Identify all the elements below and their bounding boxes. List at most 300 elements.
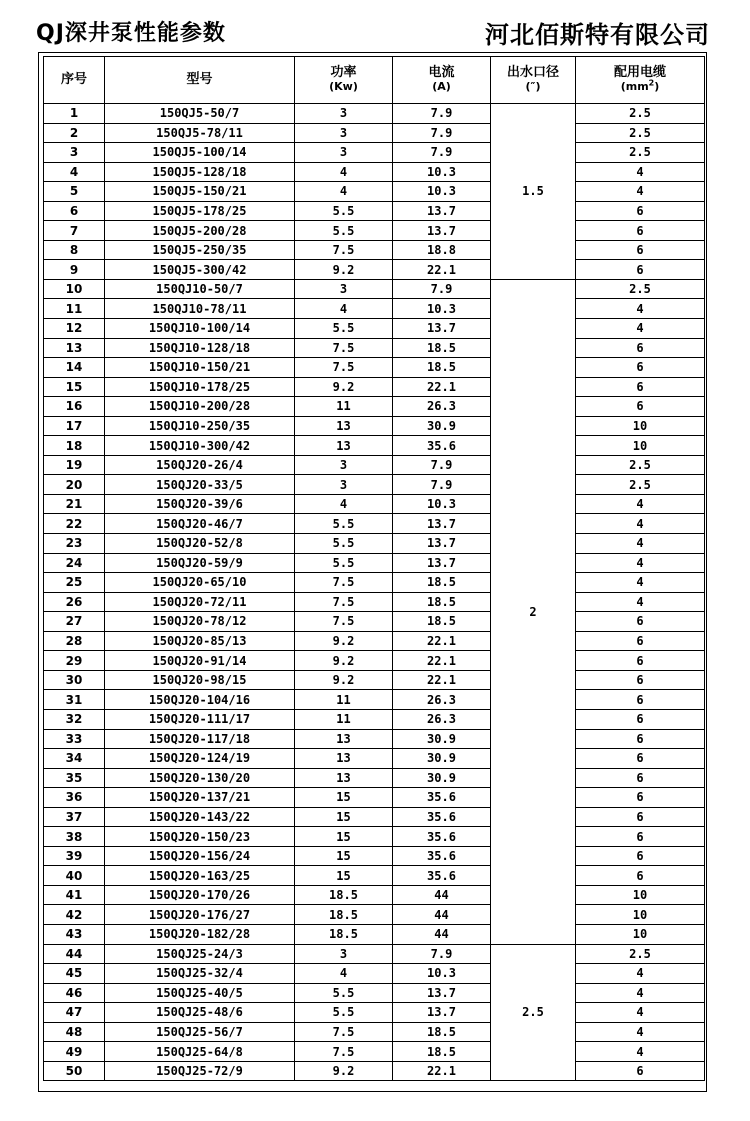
cell-power: 7.5 xyxy=(295,358,393,378)
cell-model: 150QJ20-59/9 xyxy=(105,553,295,573)
cell-current: 22.1 xyxy=(393,651,491,671)
cell-cable: 6 xyxy=(576,768,705,788)
cell-power: 13 xyxy=(295,768,393,788)
cell-cable: 6 xyxy=(576,612,705,632)
table-row xyxy=(44,475,705,495)
cell-current: 44 xyxy=(393,885,491,905)
cell-model: 150QJ5-128/18 xyxy=(105,162,295,182)
cell-current: 44 xyxy=(393,905,491,925)
cell-cable: 4 xyxy=(576,553,705,573)
table-row xyxy=(44,924,705,944)
table-row xyxy=(44,631,705,651)
table-row xyxy=(44,201,705,221)
cell-model: 150QJ25-32/4 xyxy=(105,964,295,984)
cell-model: 150QJ25-72/9 xyxy=(105,1061,295,1081)
cell-power: 7.5 xyxy=(295,1042,393,1062)
cell-cable: 6 xyxy=(576,1061,705,1081)
table-row xyxy=(44,553,705,573)
cell-index: 45 xyxy=(44,964,105,984)
table-row xyxy=(44,436,705,456)
cell-current: 26.3 xyxy=(393,690,491,710)
cell-index: 5 xyxy=(44,182,105,202)
cell-model: 150QJ25-64/8 xyxy=(105,1042,295,1062)
cell-power: 3 xyxy=(295,944,393,964)
cell-power: 3 xyxy=(295,123,393,143)
table-row xyxy=(44,1003,705,1023)
cell-index: 31 xyxy=(44,690,105,710)
cell-index: 27 xyxy=(44,612,105,632)
cell-current: 13.7 xyxy=(393,201,491,221)
table-row xyxy=(44,944,705,964)
cell-model: 150QJ10-78/11 xyxy=(105,299,295,319)
cell-model: 150QJ10-200/28 xyxy=(105,397,295,417)
cell-current: 10.3 xyxy=(393,299,491,319)
table-row xyxy=(44,983,705,1003)
cell-cable: 10 xyxy=(576,905,705,925)
table-row xyxy=(44,651,705,671)
cell-model: 150QJ20-85/13 xyxy=(105,631,295,651)
cell-index: 25 xyxy=(44,573,105,593)
cell-cable: 6 xyxy=(576,729,705,749)
table-row xyxy=(44,866,705,886)
cell-power: 9.2 xyxy=(295,1061,393,1081)
cell-current: 7.9 xyxy=(393,475,491,495)
cell-index: 24 xyxy=(44,553,105,573)
col-header-model: 型号 xyxy=(105,57,295,104)
cell-model: 150QJ20-163/25 xyxy=(105,866,295,886)
cell-index: 37 xyxy=(44,807,105,827)
cell-index: 48 xyxy=(44,1022,105,1042)
cell-current: 22.1 xyxy=(393,631,491,651)
cell-power: 5.5 xyxy=(295,553,393,573)
cell-cable: 6 xyxy=(576,670,705,690)
cell-power: 4 xyxy=(295,494,393,514)
cell-current: 18.5 xyxy=(393,358,491,378)
cell-power: 7.5 xyxy=(295,338,393,358)
table-row xyxy=(44,1061,705,1081)
cell-index: 15 xyxy=(44,377,105,397)
cell-index: 36 xyxy=(44,788,105,808)
cell-model: 150QJ20-143/22 xyxy=(105,807,295,827)
cell-model: 150QJ5-50/7 xyxy=(105,104,295,124)
cell-index: 4 xyxy=(44,162,105,182)
table-row xyxy=(44,279,705,299)
table-row xyxy=(44,749,705,769)
cell-power: 18.5 xyxy=(295,924,393,944)
cell-current: 13.7 xyxy=(393,983,491,1003)
cell-current: 10.3 xyxy=(393,494,491,514)
cell-index: 9 xyxy=(44,260,105,280)
cell-power: 5.5 xyxy=(295,534,393,554)
cell-power: 11 xyxy=(295,690,393,710)
cell-power: 13 xyxy=(295,729,393,749)
cell-model: 150QJ20-117/18 xyxy=(105,729,295,749)
col-header-power: 功率 (Kw) xyxy=(295,57,393,104)
cell-model: 150QJ20-150/23 xyxy=(105,827,295,847)
cell-model: 150QJ20-39/6 xyxy=(105,494,295,514)
cell-index: 11 xyxy=(44,299,105,319)
cell-model: 150QJ25-48/6 xyxy=(105,1003,295,1023)
cell-power: 3 xyxy=(295,143,393,163)
col-header-outlet: 出水口径 (″) xyxy=(491,57,576,104)
cell-current: 13.7 xyxy=(393,553,491,573)
cell-model: 150QJ5-200/28 xyxy=(105,221,295,241)
cell-index: 3 xyxy=(44,143,105,163)
company-name: 河北佰斯特有限公司 xyxy=(485,21,710,49)
cell-current: 35.6 xyxy=(393,846,491,866)
cell-current: 18.5 xyxy=(393,1022,491,1042)
cell-current: 22.1 xyxy=(393,1061,491,1081)
cell-cable: 6 xyxy=(576,651,705,671)
cell-power: 7.5 xyxy=(295,592,393,612)
cell-index: 10 xyxy=(44,279,105,299)
cell-cable: 4 xyxy=(576,592,705,612)
table-row xyxy=(44,1022,705,1042)
cell-model: 150QJ20-65/10 xyxy=(105,573,295,593)
table-row xyxy=(44,1042,705,1062)
cell-model: 150QJ10-250/35 xyxy=(105,416,295,436)
cell-power: 7.5 xyxy=(295,240,393,260)
cell-current: 7.9 xyxy=(393,944,491,964)
table-row xyxy=(44,612,705,632)
cell-current: 18.5 xyxy=(393,592,491,612)
cell-index: 33 xyxy=(44,729,105,749)
cell-model: 150QJ10-128/18 xyxy=(105,338,295,358)
cell-current: 30.9 xyxy=(393,416,491,436)
cell-cable: 6 xyxy=(576,788,705,808)
table-row xyxy=(44,534,705,554)
cell-model: 150QJ10-150/21 xyxy=(105,358,295,378)
cell-index: 7 xyxy=(44,221,105,241)
table-row xyxy=(44,358,705,378)
cell-index: 50 xyxy=(44,1061,105,1081)
cell-model: 150QJ20-104/16 xyxy=(105,690,295,710)
table-row xyxy=(44,964,705,984)
cell-model: 150QJ20-111/17 xyxy=(105,709,295,729)
cell-model: 150QJ20-78/12 xyxy=(105,612,295,632)
cell-power: 13 xyxy=(295,416,393,436)
table-row xyxy=(44,162,705,182)
table-row xyxy=(44,827,705,847)
cell-model: 150QJ5-178/25 xyxy=(105,201,295,221)
table-row xyxy=(44,377,705,397)
cell-cable: 4 xyxy=(576,182,705,202)
cell-model: 150QJ20-182/28 xyxy=(105,924,295,944)
table-header-row xyxy=(44,57,705,104)
cell-power: 4 xyxy=(295,299,393,319)
cell-index: 20 xyxy=(44,475,105,495)
cell-current: 30.9 xyxy=(393,729,491,749)
table-row xyxy=(44,788,705,808)
cell-cable: 4 xyxy=(576,162,705,182)
cell-power: 5.5 xyxy=(295,221,393,241)
cell-model: 150QJ20-176/27 xyxy=(105,905,295,925)
cell-index: 47 xyxy=(44,1003,105,1023)
cell-index: 13 xyxy=(44,338,105,358)
table-row xyxy=(44,221,705,241)
cell-cable: 6 xyxy=(576,807,705,827)
cell-power: 3 xyxy=(295,279,393,299)
cell-index: 29 xyxy=(44,651,105,671)
cell-current: 10.3 xyxy=(393,964,491,984)
table-row xyxy=(44,592,705,612)
cell-cable: 10 xyxy=(576,436,705,456)
cell-cable: 6 xyxy=(576,749,705,769)
cell-model: 150QJ20-46/7 xyxy=(105,514,295,534)
cell-cable: 6 xyxy=(576,846,705,866)
cell-power: 11 xyxy=(295,397,393,417)
cell-cable: 2.5 xyxy=(576,143,705,163)
table-row xyxy=(44,846,705,866)
cell-index: 49 xyxy=(44,1042,105,1062)
table-row xyxy=(44,885,705,905)
cell-index: 19 xyxy=(44,455,105,475)
cell-cable: 2.5 xyxy=(576,279,705,299)
cell-current: 30.9 xyxy=(393,749,491,769)
cell-current: 7.9 xyxy=(393,279,491,299)
cell-current: 13.7 xyxy=(393,319,491,339)
cell-cable: 6 xyxy=(576,338,705,358)
cell-index: 40 xyxy=(44,866,105,886)
cell-cable: 4 xyxy=(576,1042,705,1062)
table-row xyxy=(44,416,705,436)
cell-current: 7.9 xyxy=(393,143,491,163)
cell-current: 18.8 xyxy=(393,240,491,260)
cell-index: 38 xyxy=(44,827,105,847)
cell-model: 150QJ10-50/7 xyxy=(105,279,295,299)
cell-index: 32 xyxy=(44,709,105,729)
cell-power: 15 xyxy=(295,827,393,847)
cell-index: 46 xyxy=(44,983,105,1003)
cell-current: 18.5 xyxy=(393,612,491,632)
cell-index: 14 xyxy=(44,358,105,378)
cell-model: 150QJ20-98/15 xyxy=(105,670,295,690)
cell-current: 35.6 xyxy=(393,807,491,827)
cell-power: 15 xyxy=(295,788,393,808)
cell-cable: 2.5 xyxy=(576,475,705,495)
cell-model: 150QJ5-300/42 xyxy=(105,260,295,280)
table-row xyxy=(44,397,705,417)
cell-power: 5.5 xyxy=(295,201,393,221)
cell-cable: 2.5 xyxy=(576,123,705,143)
cell-model: 150QJ10-100/14 xyxy=(105,319,295,339)
cell-index: 26 xyxy=(44,592,105,612)
cell-power: 3 xyxy=(295,475,393,495)
cell-cable: 6 xyxy=(576,221,705,241)
cell-cable: 4 xyxy=(576,1022,705,1042)
table-row xyxy=(44,455,705,475)
table-row xyxy=(44,104,705,124)
cell-cable: 6 xyxy=(576,709,705,729)
table-row xyxy=(44,182,705,202)
cell-power: 15 xyxy=(295,846,393,866)
cell-power: 4 xyxy=(295,162,393,182)
table-row xyxy=(44,807,705,827)
cell-current: 13.7 xyxy=(393,221,491,241)
cell-power: 4 xyxy=(295,964,393,984)
cell-cable: 6 xyxy=(576,358,705,378)
table-row xyxy=(44,123,705,143)
cell-model: 150QJ5-78/11 xyxy=(105,123,295,143)
cell-cable: 6 xyxy=(576,201,705,221)
cell-power: 9.2 xyxy=(295,631,393,651)
cell-model: 150QJ20-26/4 xyxy=(105,455,295,475)
cell-index: 12 xyxy=(44,319,105,339)
table-row xyxy=(44,494,705,514)
cell-current: 22.1 xyxy=(393,260,491,280)
cell-power: 9.2 xyxy=(295,260,393,280)
cell-power: 3 xyxy=(295,104,393,124)
cell-index: 2 xyxy=(44,123,105,143)
cell-outlet-diameter: 2.5 xyxy=(491,944,576,1081)
cell-current: 35.6 xyxy=(393,436,491,456)
table-row xyxy=(44,709,705,729)
cell-model: 150QJ20-52/8 xyxy=(105,534,295,554)
cell-model: 150QJ20-91/14 xyxy=(105,651,295,671)
cell-model: 150QJ25-56/7 xyxy=(105,1022,295,1042)
cell-cable: 4 xyxy=(576,1003,705,1023)
table-row xyxy=(44,729,705,749)
cell-cable: 6 xyxy=(576,866,705,886)
cell-power: 5.5 xyxy=(295,319,393,339)
cell-current: 13.7 xyxy=(393,514,491,534)
cell-power: 15 xyxy=(295,807,393,827)
table-row xyxy=(44,338,705,358)
cell-cable: 4 xyxy=(576,534,705,554)
cell-power: 18.5 xyxy=(295,905,393,925)
cell-current: 7.9 xyxy=(393,455,491,475)
cell-current: 10.3 xyxy=(393,182,491,202)
cell-index: 39 xyxy=(44,846,105,866)
cell-cable: 10 xyxy=(576,416,705,436)
cell-cable: 2.5 xyxy=(576,944,705,964)
cell-index: 34 xyxy=(44,749,105,769)
cell-index: 28 xyxy=(44,631,105,651)
cell-power: 9.2 xyxy=(295,651,393,671)
cell-cable: 6 xyxy=(576,240,705,260)
cell-outlet-diameter: 2 xyxy=(491,279,576,944)
cell-index: 17 xyxy=(44,416,105,436)
cell-index: 42 xyxy=(44,905,105,925)
cell-model: 150QJ10-178/25 xyxy=(105,377,295,397)
table-row xyxy=(44,299,705,319)
cell-power: 15 xyxy=(295,866,393,886)
cell-power: 4 xyxy=(295,182,393,202)
cell-current: 35.6 xyxy=(393,866,491,886)
cell-power: 7.5 xyxy=(295,1022,393,1042)
cell-current: 18.5 xyxy=(393,573,491,593)
cell-power: 18.5 xyxy=(295,885,393,905)
cell-model: 150QJ20-130/20 xyxy=(105,768,295,788)
cell-current: 26.3 xyxy=(393,709,491,729)
cell-cable: 4 xyxy=(576,964,705,984)
cell-model: 150QJ25-24/3 xyxy=(105,944,295,964)
pump-spec-table xyxy=(43,56,705,1081)
cell-cable: 4 xyxy=(576,573,705,593)
table-row xyxy=(44,240,705,260)
cell-power: 7.5 xyxy=(295,612,393,632)
cell-model: 150QJ20-72/11 xyxy=(105,592,295,612)
cell-power: 5.5 xyxy=(295,514,393,534)
cell-cable: 10 xyxy=(576,924,705,944)
cell-index: 43 xyxy=(44,924,105,944)
cell-model: 150QJ25-40/5 xyxy=(105,983,295,1003)
cell-current: 7.9 xyxy=(393,104,491,124)
table-row xyxy=(44,514,705,534)
table-row xyxy=(44,690,705,710)
cell-index: 30 xyxy=(44,670,105,690)
cell-cable: 6 xyxy=(576,377,705,397)
cell-current: 7.9 xyxy=(393,123,491,143)
cell-index: 18 xyxy=(44,436,105,456)
cell-outlet-diameter: 1.5 xyxy=(491,104,576,280)
cell-cable: 6 xyxy=(576,260,705,280)
cell-cable: 6 xyxy=(576,397,705,417)
cell-current: 10.3 xyxy=(393,162,491,182)
cell-power: 9.2 xyxy=(295,377,393,397)
cell-index: 1 xyxy=(44,104,105,124)
col-header-current: 电流 (A) xyxy=(393,57,491,104)
cell-current: 18.5 xyxy=(393,1042,491,1062)
cell-cable: 6 xyxy=(576,631,705,651)
cell-power: 5.5 xyxy=(295,1003,393,1023)
cell-model: 150QJ20-156/24 xyxy=(105,846,295,866)
cell-cable: 4 xyxy=(576,514,705,534)
col-header-cable: 配用电缆 $(mm^2)$ xyxy=(576,57,705,104)
cell-cable: 2.5 xyxy=(576,104,705,124)
cell-power: 11 xyxy=(295,709,393,729)
table-row xyxy=(44,319,705,339)
cell-cable: 4 xyxy=(576,494,705,514)
cell-model: 150QJ5-150/21 xyxy=(105,182,295,202)
cell-index: 41 xyxy=(44,885,105,905)
table-row xyxy=(44,768,705,788)
cell-current: 26.3 xyxy=(393,397,491,417)
table-row xyxy=(44,670,705,690)
cell-power: 7.5 xyxy=(295,573,393,593)
cell-current: 35.6 xyxy=(393,788,491,808)
cell-model: 150QJ20-137/21 xyxy=(105,788,295,808)
table-row xyxy=(44,143,705,163)
cell-cable: 2.5 xyxy=(576,455,705,475)
cell-model: 150QJ20-33/5 xyxy=(105,475,295,495)
cell-current: 22.1 xyxy=(393,377,491,397)
cell-current: 44 xyxy=(393,924,491,944)
cell-power: 13 xyxy=(295,436,393,456)
table-row xyxy=(44,260,705,280)
cell-model: 150QJ10-300/42 xyxy=(105,436,295,456)
cell-current: 22.1 xyxy=(393,670,491,690)
table-row xyxy=(44,905,705,925)
cell-current: 18.5 xyxy=(393,338,491,358)
cell-current: 30.9 xyxy=(393,768,491,788)
cell-model: 150QJ5-100/14 xyxy=(105,143,295,163)
cell-cable: 4 xyxy=(576,299,705,319)
cell-model: 150QJ20-170/26 xyxy=(105,885,295,905)
cell-model: 150QJ5-250/35 xyxy=(105,240,295,260)
cell-cable: 4 xyxy=(576,983,705,1003)
cell-index: 44 xyxy=(44,944,105,964)
cell-index: 16 xyxy=(44,397,105,417)
cell-index: 6 xyxy=(44,201,105,221)
table-row xyxy=(44,573,705,593)
cell-current: 13.7 xyxy=(393,1003,491,1023)
cell-cable: 6 xyxy=(576,690,705,710)
cell-current: 35.6 xyxy=(393,827,491,847)
cell-power: 3 xyxy=(295,455,393,475)
cell-index: 21 xyxy=(44,494,105,514)
page-title: QJ深井泵性能参数 xyxy=(36,21,226,46)
